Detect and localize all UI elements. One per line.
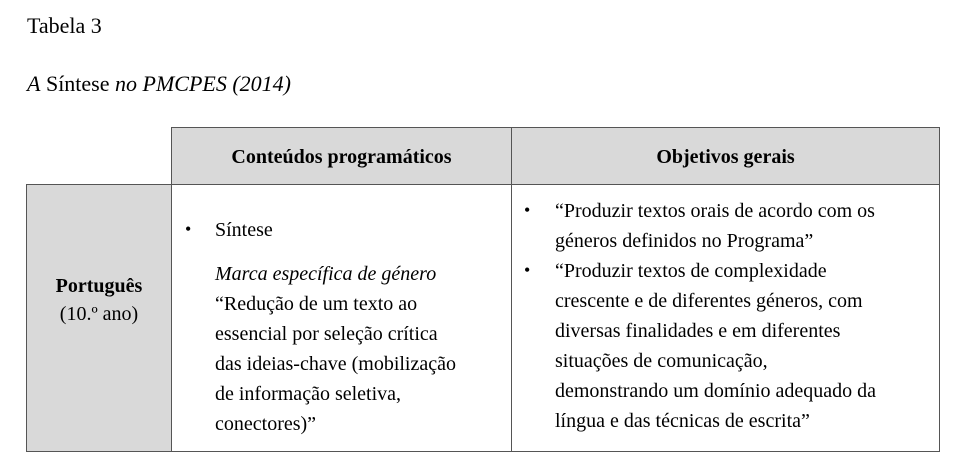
- header-objetivos-cell: [511, 127, 940, 185]
- row-label-cell: [26, 184, 172, 452]
- conteudos-bullet-item: Síntese: [215, 219, 273, 241]
- table-label: Tabela 3: [27, 13, 102, 38]
- definition-line: de informação seletiva,: [215, 383, 402, 405]
- marca-especifica-label: Marca específica de género: [215, 263, 437, 285]
- table-title-sintese: Síntese: [45, 71, 110, 96]
- row-label-grade: (10.º ano): [59, 303, 139, 325]
- definition-line: das ideias-chave (mobilização: [215, 353, 456, 375]
- objetivos-cell: [511, 184, 940, 452]
- definition-line: conectores)”: [215, 413, 317, 435]
- definition-line: “Redução de um texto ao: [215, 293, 418, 315]
- objetivo-line: situações de comunicação,: [555, 350, 768, 372]
- objetivo-line: “Produzir textos de complexidade: [555, 260, 827, 282]
- header-conteudos: Conteúdos programáticos: [231, 146, 452, 168]
- objetivo-line: demonstrando um domínio adequado da: [555, 380, 877, 402]
- objetivo-line: crescente e de diferentes géneros, com: [555, 290, 863, 312]
- row-label-subject: Português: [55, 275, 143, 297]
- conteudos-cell: [171, 184, 512, 452]
- header-conteudos-cell: [171, 127, 512, 185]
- objetivo-line: “Produzir textos orais de acordo com os: [555, 200, 875, 222]
- row-label: [27, 272, 171, 328]
- objetivo-line: géneros definidos no Programa”: [555, 230, 814, 252]
- bullet-icon: •: [524, 260, 531, 280]
- definition-line: essencial por seleção crítica: [215, 323, 438, 345]
- objetivo-line: diversas finalidades e em diferentes: [555, 320, 841, 342]
- table-title-source: no PMCPES (2014): [115, 71, 291, 96]
- bullet-icon: •: [185, 219, 192, 239]
- table-title: [27, 70, 291, 98]
- objetivo-line: língua e das técnicas de escrita”: [555, 410, 810, 432]
- header-objetivos: Objetivos gerais: [656, 146, 795, 168]
- bullet-icon: •: [524, 200, 531, 220]
- table-title-a: A: [27, 71, 41, 96]
